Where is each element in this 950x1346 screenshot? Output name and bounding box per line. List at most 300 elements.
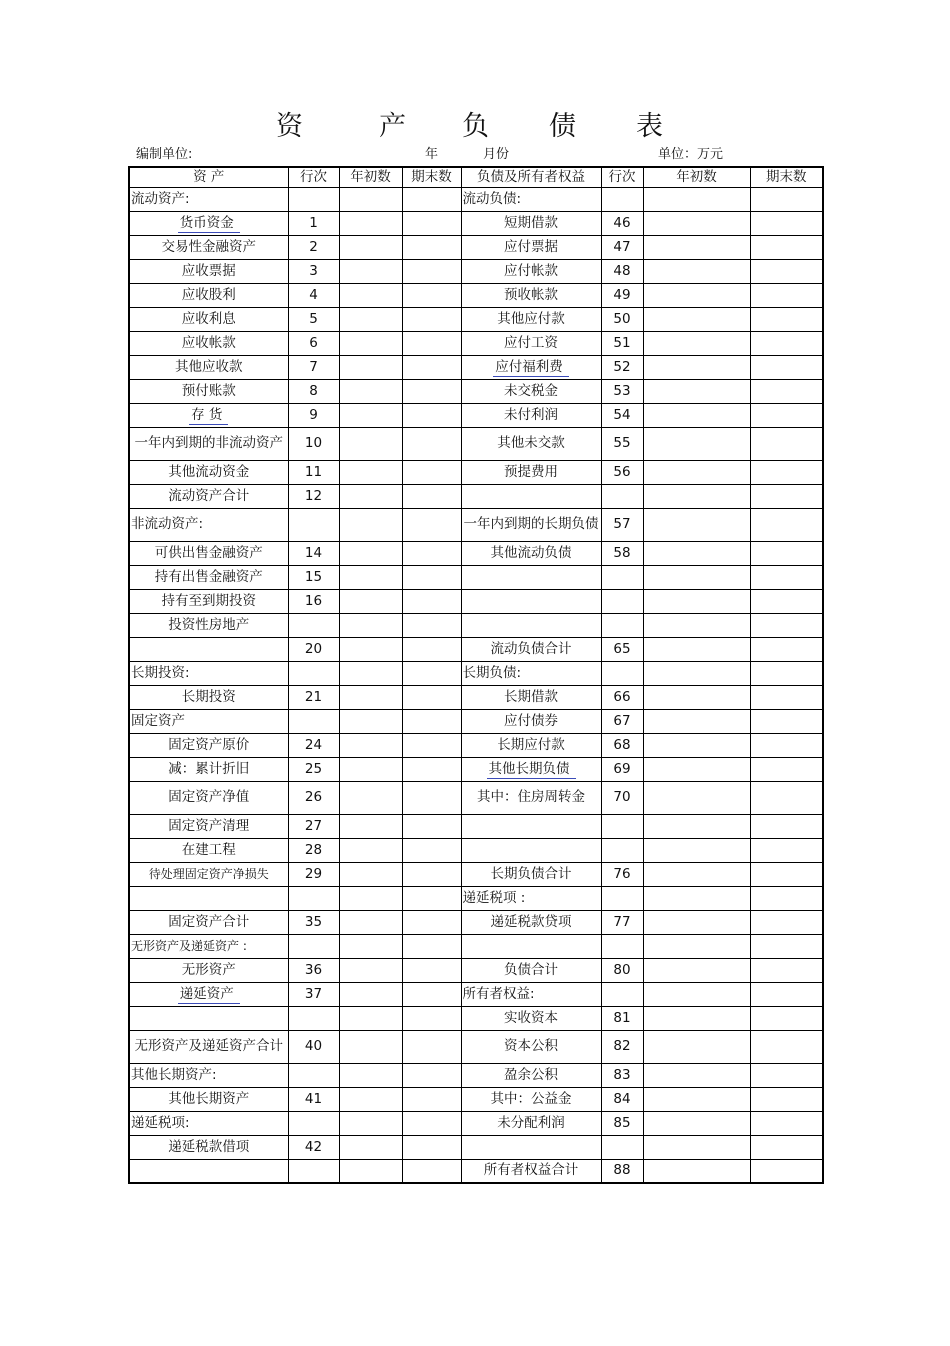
asset-item-cell (129, 982, 288, 1006)
asset-item-cell (129, 637, 288, 661)
asset-begin-cell (339, 427, 402, 460)
asset-end-cell (402, 862, 461, 886)
asset-line-no-cell (288, 508, 339, 541)
asset-item-cell: 递延税项: (129, 1111, 288, 1135)
table-row (129, 709, 823, 733)
liability-begin-cell (643, 427, 750, 460)
asset-item-cell: 在建工程 (129, 838, 288, 862)
liability-item-cell (461, 814, 601, 838)
asset-line-no-cell: 40 (288, 1030, 339, 1063)
header-line-no: 行次 (601, 167, 643, 187)
asset-end-cell (402, 1087, 461, 1111)
liability-begin-cell (643, 589, 750, 613)
asset-item-cell: 减：累计折旧 (129, 757, 288, 781)
liability-item-cell: 未交税金 (461, 379, 601, 403)
liability-item-cell: 所有者权益合计 (461, 1159, 601, 1183)
asset-end-cell (402, 565, 461, 589)
liability-line-no-cell (601, 187, 643, 211)
liability-end-cell (750, 838, 823, 862)
asset-end-cell (402, 733, 461, 757)
liability-end-cell (750, 934, 823, 958)
asset-line-no-cell: 24 (288, 733, 339, 757)
asset-begin-cell (339, 886, 402, 910)
liability-item-cell: 资本公积 (461, 1030, 601, 1063)
liability-begin-cell (643, 1159, 750, 1183)
asset-begin-cell (339, 781, 402, 814)
liability-line-no-cell: 52 (601, 355, 643, 379)
liability-end-cell (750, 1087, 823, 1111)
liability-end-cell (750, 709, 823, 733)
liability-begin-cell (643, 886, 750, 910)
asset-item-cell: 其他流动资金 (129, 460, 288, 484)
asset-end-cell (402, 685, 461, 709)
asset-end-cell (402, 910, 461, 934)
liability-line-no-cell: 84 (601, 1087, 643, 1111)
balance-sheet-table (128, 166, 824, 1184)
liability-line-no-cell: 66 (601, 685, 643, 709)
liability-line-no-cell: 53 (601, 379, 643, 403)
asset-end-cell (402, 379, 461, 403)
table-row (129, 685, 823, 709)
liability-end-cell (750, 403, 823, 427)
liability-end-cell (750, 427, 823, 460)
asset-end-cell (402, 1063, 461, 1087)
asset-end-cell (402, 589, 461, 613)
liability-begin-cell (643, 637, 750, 661)
asset-end-cell (402, 1030, 461, 1063)
asset-line-no-cell (288, 1006, 339, 1030)
asset-end-cell (402, 1006, 461, 1030)
asset-end-cell (402, 814, 461, 838)
asset-line-no-cell: 5 (288, 307, 339, 331)
asset-line-no-cell: 29 (288, 862, 339, 886)
asset-item-cell: 固定资产 (129, 709, 288, 733)
asset-end-cell (402, 259, 461, 283)
liability-item-cell: 长期负债合计 (461, 862, 601, 886)
liability-item-cell (461, 613, 601, 637)
asset-begin-cell (339, 1030, 402, 1063)
asset-line-no-cell: 36 (288, 958, 339, 982)
month-label: 月份 (483, 147, 510, 162)
header-end: 期末数 (750, 167, 823, 187)
liability-end-cell (750, 283, 823, 307)
table-row (129, 886, 823, 910)
asset-item-cell: 应收利息 (129, 307, 288, 331)
asset-begin-cell (339, 1159, 402, 1183)
liability-item-cell: 应付帐款 (461, 259, 601, 283)
liability-begin-cell (643, 1111, 750, 1135)
asset-end-cell (402, 187, 461, 211)
asset-end-cell (402, 757, 461, 781)
asset-item-cell: 长期投资 (129, 685, 288, 709)
liability-begin-cell (643, 307, 750, 331)
asset-line-no-cell: 15 (288, 565, 339, 589)
asset-begin-cell (339, 862, 402, 886)
asset-line-no-cell: 27 (288, 814, 339, 838)
asset-item-cell: 流动资产合计 (129, 484, 288, 508)
asset-begin-cell (339, 541, 402, 565)
asset-begin-cell (339, 331, 402, 355)
liability-item-cell (461, 934, 601, 958)
liability-line-no-cell (601, 661, 643, 685)
asset-line-no-cell: 6 (288, 331, 339, 355)
asset-end-cell (402, 886, 461, 910)
liability-line-no-cell: 65 (601, 637, 643, 661)
asset-line-no-cell: 1 (288, 211, 339, 235)
header-asset: 资 产 (129, 167, 288, 187)
asset-begin-cell (339, 211, 402, 235)
liability-end-cell (750, 886, 823, 910)
asset-line-no-cell: 35 (288, 910, 339, 934)
table-row (129, 733, 823, 757)
liability-line-no-cell: 46 (601, 211, 643, 235)
asset-item-cell: 持有至到期投资 (129, 589, 288, 613)
asset-end-cell (402, 211, 461, 235)
asset-begin-cell (339, 958, 402, 982)
table-row (129, 427, 823, 460)
asset-begin-cell (339, 187, 402, 211)
liability-item-cell: 递延税款贷项 (461, 910, 601, 934)
asset-begin-cell (339, 1006, 402, 1030)
asset-begin-cell (339, 613, 402, 637)
liability-begin-cell (643, 484, 750, 508)
table-row (129, 1006, 823, 1030)
liability-item-cell: 盈余公积 (461, 1063, 601, 1087)
liability-line-no-cell (601, 484, 643, 508)
liability-begin-cell (643, 814, 750, 838)
liability-line-no-cell (601, 589, 643, 613)
table-row (129, 355, 823, 379)
asset-item-cell: 可供出售金融资产 (129, 541, 288, 565)
asset-begin-cell (339, 685, 402, 709)
asset-line-no-cell: 16 (288, 589, 339, 613)
liability-item-cell (461, 838, 601, 862)
asset-line-no-cell: 10 (288, 427, 339, 460)
liability-begin-cell (643, 862, 750, 886)
title-char: 产 (379, 111, 406, 142)
liability-line-no-cell: 82 (601, 1030, 643, 1063)
liability-begin-cell (643, 565, 750, 589)
liability-line-no-cell (601, 982, 643, 1006)
liability-begin-cell (643, 283, 750, 307)
liability-end-cell (750, 1006, 823, 1030)
asset-end-cell (402, 1111, 461, 1135)
liability-line-no-cell (601, 613, 643, 637)
page-title (0, 104, 950, 144)
liability-item-cell: 递延税项 : (461, 886, 601, 910)
liability-end-cell (750, 1030, 823, 1063)
liability-end-cell (750, 541, 823, 565)
liability-line-no-cell: 47 (601, 235, 643, 259)
liability-begin-cell (643, 403, 750, 427)
liability-end-cell (750, 211, 823, 235)
asset-begin-cell (339, 355, 402, 379)
liability-line-no-cell: 70 (601, 781, 643, 814)
liability-line-no-cell (601, 886, 643, 910)
asset-item-cell: 投资性房地产 (129, 613, 288, 637)
table-row (129, 1087, 823, 1111)
liability-begin-cell (643, 685, 750, 709)
asset-line-no-cell (288, 1111, 339, 1135)
asset-begin-cell (339, 709, 402, 733)
asset-line-no-cell (288, 187, 339, 211)
table-row (129, 283, 823, 307)
liability-item-cell: 应付工资 (461, 331, 601, 355)
liability-item-cell: 其中：公益金 (461, 1087, 601, 1111)
liability-end-cell (750, 1063, 823, 1087)
liability-line-no-cell: 51 (601, 331, 643, 355)
header-end: 期末数 (402, 167, 461, 187)
asset-item-cell: 非流动资产: (129, 508, 288, 541)
liability-begin-cell (643, 187, 750, 211)
asset-end-cell (402, 235, 461, 259)
liability-item-cell (461, 1135, 601, 1159)
liability-line-no-cell (601, 1135, 643, 1159)
asset-begin-cell (339, 403, 402, 427)
asset-begin-cell (339, 1087, 402, 1111)
liability-end-cell (750, 613, 823, 637)
liability-line-no-cell: 58 (601, 541, 643, 565)
liability-end-cell (750, 235, 823, 259)
table-row (129, 589, 823, 613)
asset-item-cell: 应收股利 (129, 283, 288, 307)
liability-item-cell: 其他应付款 (461, 307, 601, 331)
asset-line-no-cell: 2 (288, 235, 339, 259)
liability-line-no-cell (601, 838, 643, 862)
liability-item-cell: 一年内到期的长期负债 (461, 508, 601, 541)
asset-item-cell: 无形资产及递延资产 : (129, 934, 288, 958)
asset-line-no-cell: 7 (288, 355, 339, 379)
asset-item-cell: 其他长期资产: (129, 1063, 288, 1087)
asset-line-no-cell: 9 (288, 403, 339, 427)
liability-begin-cell (643, 259, 750, 283)
asset-end-cell (402, 838, 461, 862)
asset-item-cell: 待处理固定资产净损失 (129, 862, 288, 886)
table-row (129, 1111, 823, 1135)
table-row (129, 1135, 823, 1159)
liability-end-cell (750, 187, 823, 211)
liability-begin-cell (643, 1030, 750, 1063)
table-row (129, 187, 823, 211)
asset-end-cell (402, 781, 461, 814)
liability-item-cell: 应付债券 (461, 709, 601, 733)
liability-begin-cell (643, 541, 750, 565)
liability-line-no-cell: 83 (601, 1063, 643, 1087)
liability-item-cell: 长期借款 (461, 685, 601, 709)
asset-end-cell (402, 427, 461, 460)
asset-line-no-cell (288, 661, 339, 685)
liability-begin-cell (643, 1135, 750, 1159)
asset-begin-cell (339, 379, 402, 403)
liability-item-cell: 流动负债合计 (461, 637, 601, 661)
asset-item-cell: 预付账款 (129, 379, 288, 403)
liability-end-cell (750, 781, 823, 814)
asset-line-no-cell: 3 (288, 259, 339, 283)
table-row (129, 958, 823, 982)
table-row (129, 508, 823, 541)
liability-item-cell: 预收帐款 (461, 283, 601, 307)
asset-end-cell (402, 484, 461, 508)
asset-item-cell: 固定资产原价 (129, 733, 288, 757)
title-char: 表 (636, 111, 663, 142)
liability-item-cell: 负债合计 (461, 958, 601, 982)
asset-item-cell: 应收票据 (129, 259, 288, 283)
liability-item-cell (461, 484, 601, 508)
liability-end-cell (750, 1159, 823, 1183)
asset-line-no-cell: 14 (288, 541, 339, 565)
liability-line-no-cell: 69 (601, 757, 643, 781)
liability-line-no-cell: 81 (601, 1006, 643, 1030)
title-char: 债 (549, 111, 576, 142)
liability-item-cell-text: 其他长期负债 (487, 761, 576, 779)
asset-end-cell (402, 307, 461, 331)
table-row (129, 307, 823, 331)
liability-begin-cell (643, 958, 750, 982)
asset-line-no-cell: 26 (288, 781, 339, 814)
asset-end-cell (402, 661, 461, 685)
asset-begin-cell (339, 1063, 402, 1087)
liability-line-no-cell (601, 814, 643, 838)
asset-item-cell: 其他长期资产 (129, 1087, 288, 1111)
asset-end-cell (402, 508, 461, 541)
liability-begin-cell (643, 1063, 750, 1087)
liability-item-cell: 长期应付款 (461, 733, 601, 757)
asset-end-cell (402, 541, 461, 565)
liability-line-no-cell: 55 (601, 427, 643, 460)
asset-end-cell (402, 934, 461, 958)
table-row (129, 814, 823, 838)
asset-end-cell (402, 283, 461, 307)
liability-end-cell (750, 1135, 823, 1159)
liability-begin-cell (643, 235, 750, 259)
asset-line-no-cell: 42 (288, 1135, 339, 1159)
table-row (129, 379, 823, 403)
table-row (129, 613, 823, 637)
liability-begin-cell (643, 781, 750, 814)
asset-begin-cell (339, 757, 402, 781)
liability-item-cell: 预提费用 (461, 460, 601, 484)
asset-begin-cell (339, 508, 402, 541)
table-row (129, 484, 823, 508)
table-row (129, 565, 823, 589)
liability-begin-cell (643, 355, 750, 379)
asset-end-cell (402, 982, 461, 1006)
header-line-no: 行次 (288, 167, 339, 187)
liability-end-cell (750, 862, 823, 886)
liability-item-cell: 实收资本 (461, 1006, 601, 1030)
asset-begin-cell (339, 484, 402, 508)
asset-line-no-cell: 37 (288, 982, 339, 1006)
asset-begin-cell (339, 838, 402, 862)
header-liability: 负债及所有者权益 (461, 167, 601, 187)
asset-item-cell (129, 1006, 288, 1030)
table-row (129, 1030, 823, 1063)
liability-item-cell: 所有者权益: (461, 982, 601, 1006)
asset-line-no-cell: 41 (288, 1087, 339, 1111)
asset-begin-cell (339, 637, 402, 661)
liability-line-no-cell: 85 (601, 1111, 643, 1135)
asset-item-cell: 固定资产清理 (129, 814, 288, 838)
table-row (129, 403, 823, 427)
table-row (129, 259, 823, 283)
asset-item-cell: 交易性金融资产 (129, 235, 288, 259)
liability-item-cell-text: 应付福利费 (493, 359, 569, 377)
liability-begin-cell (643, 379, 750, 403)
table-row (129, 838, 823, 862)
asset-line-no-cell (288, 613, 339, 637)
liability-end-cell (750, 1111, 823, 1135)
asset-item-cell-text: 货币资金 (178, 215, 240, 233)
liability-line-no-cell: 80 (601, 958, 643, 982)
asset-end-cell (402, 613, 461, 637)
liability-end-cell (750, 958, 823, 982)
liability-item-cell (461, 355, 601, 379)
liability-end-cell (750, 589, 823, 613)
asset-line-no-cell (288, 1063, 339, 1087)
liability-begin-cell (643, 613, 750, 637)
asset-begin-cell (339, 307, 402, 331)
table-row (129, 862, 823, 886)
asset-end-cell (402, 958, 461, 982)
liability-end-cell (750, 331, 823, 355)
title-char: 资 (276, 111, 303, 142)
asset-end-cell (402, 460, 461, 484)
asset-line-no-cell: 11 (288, 460, 339, 484)
liability-begin-cell (643, 661, 750, 685)
asset-begin-cell (339, 283, 402, 307)
asset-line-no-cell: 21 (288, 685, 339, 709)
table-row (129, 757, 823, 781)
asset-item-cell: 一年内到期的非流动资产 (129, 427, 288, 460)
liability-begin-cell (643, 1087, 750, 1111)
liability-end-cell (750, 484, 823, 508)
asset-item-cell: 应收帐款 (129, 331, 288, 355)
asset-line-no-cell: 28 (288, 838, 339, 862)
asset-begin-cell (339, 661, 402, 685)
asset-begin-cell (339, 1135, 402, 1159)
liability-line-no-cell: 88 (601, 1159, 643, 1183)
asset-item-cell: 流动资产: (129, 187, 288, 211)
asset-begin-cell (339, 1111, 402, 1135)
liability-line-no-cell: 48 (601, 259, 643, 283)
liability-end-cell (750, 565, 823, 589)
liability-begin-cell (643, 1006, 750, 1030)
asset-begin-cell (339, 733, 402, 757)
asset-end-cell (402, 709, 461, 733)
liability-begin-cell (643, 982, 750, 1006)
asset-line-no-cell (288, 934, 339, 958)
liability-item-cell (461, 757, 601, 781)
asset-end-cell (402, 355, 461, 379)
liability-line-no-cell: 67 (601, 709, 643, 733)
asset-item-cell: 固定资产合计 (129, 910, 288, 934)
asset-item-cell-text: 存 货 (189, 407, 228, 425)
asset-item-cell: 递延税款借项 (129, 1135, 288, 1159)
asset-begin-cell (339, 259, 402, 283)
asset-line-no-cell: 20 (288, 637, 339, 661)
asset-begin-cell (339, 589, 402, 613)
asset-begin-cell (339, 235, 402, 259)
table-row (129, 982, 823, 1006)
asset-begin-cell (339, 934, 402, 958)
liability-item-cell: 短期借款 (461, 211, 601, 235)
liability-begin-cell (643, 331, 750, 355)
liability-line-no-cell: 49 (601, 283, 643, 307)
table-row (129, 661, 823, 685)
liability-item-cell: 应付票据 (461, 235, 601, 259)
table-row (129, 910, 823, 934)
table-row (129, 211, 823, 235)
